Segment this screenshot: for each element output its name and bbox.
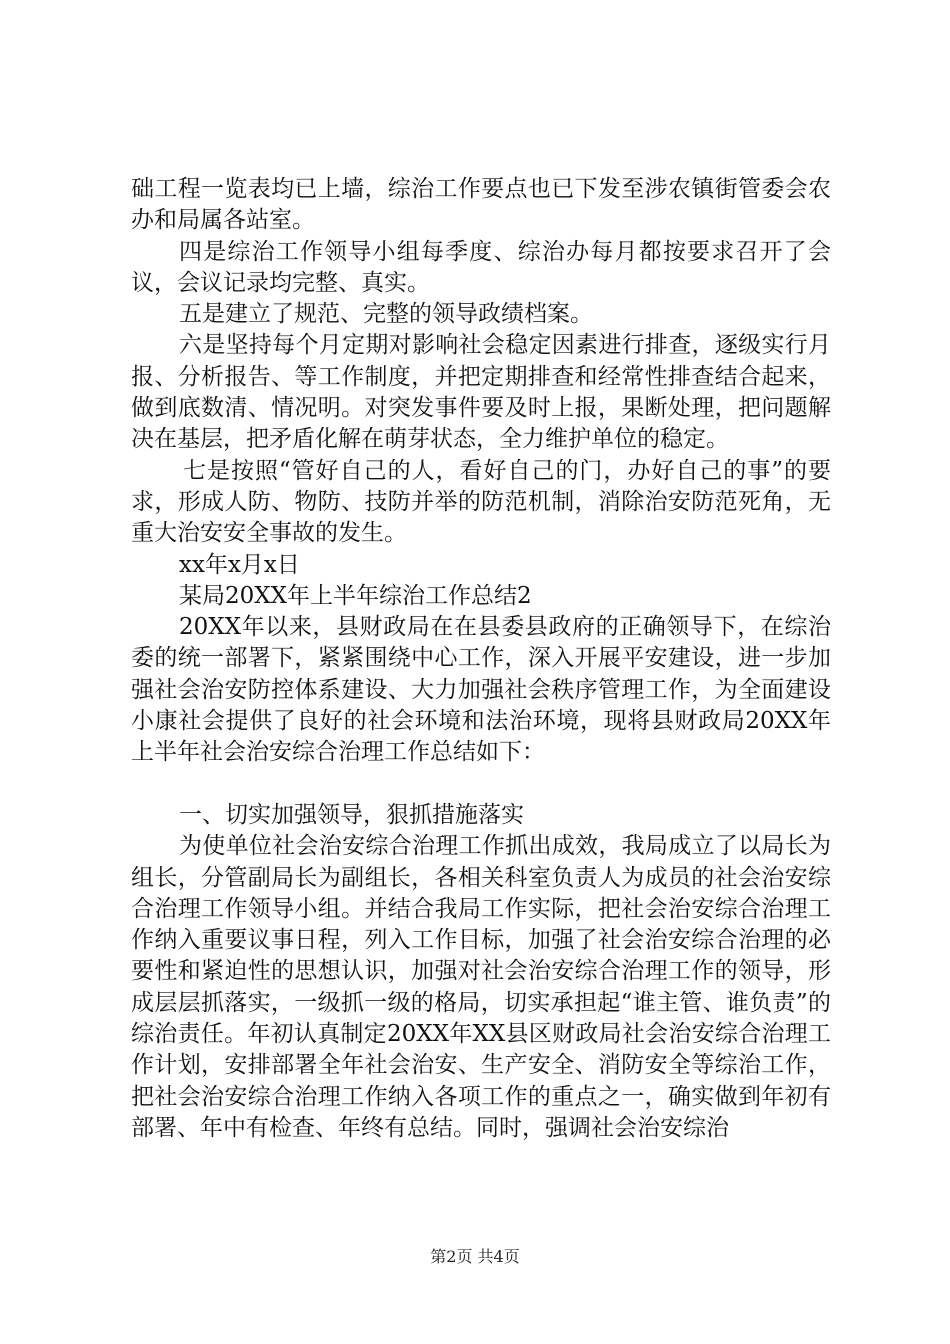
document-body [131,174,831,1144]
paragraph-intro: 20XX年以来，县财政局在在县委县政府的正确领导下，在综治委的统一部署下，紧紧围绕中心工作，深入开展平安建设，进一步加强社会治安防控体系建设、大力加强社会秩序管理工作，为全面建设小康社会提供了良好的社会环境和法治环境，现将县财政局20XX年上半年社会治安综合治理工作总结如下： [131,614,831,766]
paragraph-body: 为使单位社会治安综合治理工作抓出成效，我局成立了以局长为组长，分管副局长为副组长，各相关科室负责人为成员的社会治安综合治理工作领导小组。并结合我局工作实际，把社会治安综合治理工作纳入重要议事日程，列入工作目标，加强了社会治安综合治理的必要性和紧迫性的思想认识，加强对社会治安综合治理工作的领导，形成层层抓落实，一级抓一级的格局，切实承担起“谁主管、谁负责”的综治责任。年初认真制定20XX年XX县区财政局社会治安综合治理工作计划，安排部署全年社会治安、生产安全、消防安全等综治工作，把社会治安综合治理工作纳入各项工作的重点之一，确实做到年初有部署、年中有检查、年终有总结。同时，强调社会治安综治 [131,833,831,1141]
heading-one: 一、切实加强领导，狠抓措施落实 [179,801,524,828]
paragraph-item-seven: 七是按照“管好自己的人，看好自己的门，办好自己的事”的要求，形成人防、物防、技防并举的防范机制，消除治安防范死角，无重大治安安全事故的发生。 [131,457,831,547]
paragraph-continuation: 础工程一览表均已上墙，综治工作要点也已下发至涉农镇街管委会农办和局属各站室。 [131,176,831,234]
page-number: 第2页 共4页 [430,1247,520,1266]
paragraph-item-four: 四是综治工作领导小组每季度、综治办每月都按要求召开了会议，会议记录均完整、真实。 [131,238,831,296]
blank-line [131,769,831,800]
paragraph-item-five: 五是建立了规范、完整的领导政绩档案。 [179,301,593,328]
section-title: 某局20XX年上半年综治工作总结2 [179,582,532,609]
paragraph-item-six: 六是坚持每个月定期对影响社会稳定因素进行排查，逐级实行月报、分析报告、等工作制度，并把定期排查和经常性排查结合起来，做到底数清、情况明。对突发事件要及时上报，果断处理，把问题解决在基层，把矛盾化解在萌芽状态，全力维护单位的稳定。 [131,332,831,453]
date-line: xx年x月x日 [179,551,300,578]
